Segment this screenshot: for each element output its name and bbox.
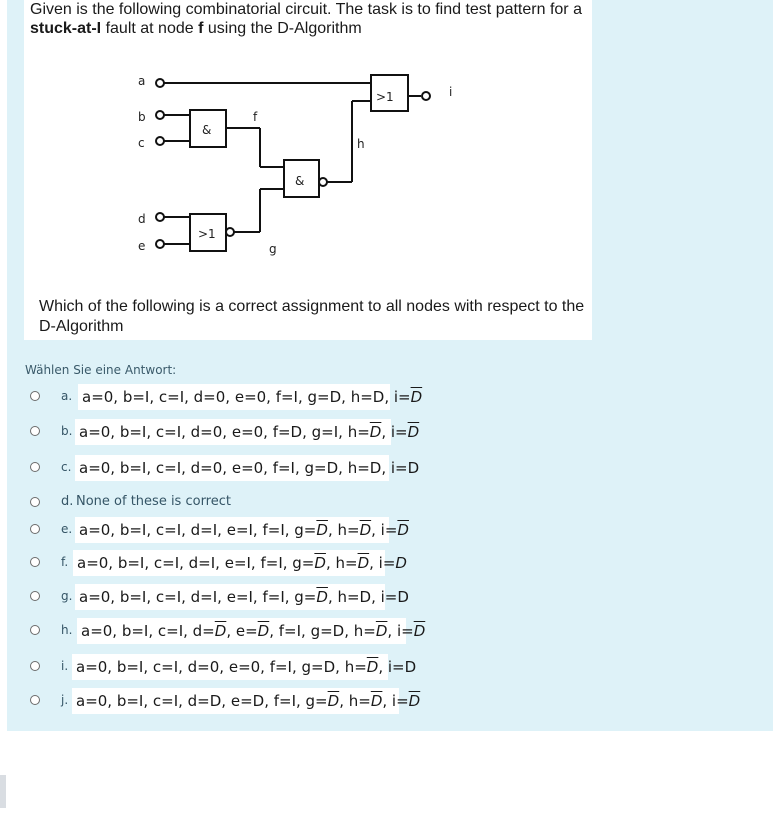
input-b-label: b bbox=[138, 110, 146, 124]
option-letter: h. bbox=[61, 623, 73, 637]
option-c[interactable] bbox=[0, 455, 773, 481]
option-g[interactable] bbox=[0, 584, 773, 610]
radio-j[interactable] bbox=[30, 695, 40, 705]
radio-a[interactable] bbox=[30, 391, 40, 401]
option-i[interactable] bbox=[0, 654, 773, 680]
option-text: a=0, b=I, c=I, d=0, e=0, f=I, g=D, $h=\overline{D}$, i=D bbox=[72, 654, 388, 680]
option-letter: g. bbox=[61, 589, 73, 603]
option-h[interactable] bbox=[0, 618, 773, 644]
input-e-label: e bbox=[138, 239, 146, 253]
option-j[interactable] bbox=[0, 688, 773, 714]
question-text: Which of the following is a correct assignment to all nodes with respect to the D-Algorithm bbox=[39, 298, 585, 335]
and-gate-f-symbol: & bbox=[202, 123, 212, 137]
answer-prompt: Wählen Sie eine Antwort: bbox=[25, 363, 177, 377]
input-c-label: c bbox=[138, 136, 145, 150]
left-edge-bar bbox=[0, 775, 6, 808]
radio-d[interactable] bbox=[30, 497, 40, 507]
intro-text-3: using the D-Algorithm bbox=[203, 20, 362, 37]
option-text: None of these is correct bbox=[76, 494, 231, 509]
option-letter: a. bbox=[61, 389, 73, 403]
radio-i[interactable] bbox=[30, 661, 40, 671]
node-g-label: g bbox=[269, 242, 277, 256]
radio-h[interactable] bbox=[30, 625, 40, 635]
option-letter: j. bbox=[61, 693, 69, 707]
fault-node: f bbox=[198, 20, 204, 37]
circuit-diagram bbox=[24, 0, 592, 290]
node-i-label: i bbox=[449, 85, 453, 99]
or-gate-g-symbol: >1 bbox=[198, 227, 216, 241]
radio-e[interactable] bbox=[30, 524, 40, 534]
option-text: a=0, b=I, c=I, d=I, e=I, f=I, $g=\overline{D}$, $h=\overline{D}$, i=D bbox=[73, 550, 385, 576]
option-f[interactable] bbox=[0, 550, 773, 576]
option-letter: i. bbox=[61, 659, 69, 673]
fault-type: stuck-at-I bbox=[30, 20, 102, 37]
intro-text-2: fault at node bbox=[101, 20, 199, 37]
option-letter: f. bbox=[61, 555, 69, 569]
radio-c[interactable] bbox=[30, 462, 40, 472]
input-d-label: d bbox=[138, 212, 146, 226]
option-text: a=0, b=I, c=I, d=I, e=I, f=I, $g=\overline{D}$, h=D, i=D bbox=[75, 584, 385, 610]
question-text-box bbox=[24, 0, 592, 340]
option-text: a=0, b=I, c=I, d=0, e=0, f=D, g=I, $h=\overline{D}$, $i=\overline{D}$ bbox=[75, 419, 391, 445]
option-letter: c. bbox=[61, 460, 72, 474]
and-gate-h-symbol: & bbox=[295, 174, 305, 188]
option-text: a=0, b=I, c=I, $d=\overline{D}$, $e=\overline{D}$, f=I, g=D, $h=\overline{D}$, $i=\overline{D}$ bbox=[77, 618, 406, 644]
option-text: a=0, b=I, c=I, d=I, e=I, f=I, $g=\overline{D}$, $h=\overline{D}$, $i=\overline{D}$ bbox=[75, 517, 389, 543]
option-letter: b. bbox=[61, 424, 73, 438]
node-h-label: h bbox=[357, 137, 365, 151]
option-b[interactable] bbox=[0, 419, 773, 445]
or-gate-i-symbol: >1 bbox=[376, 90, 394, 104]
option-d[interactable] bbox=[0, 490, 773, 516]
intro-text: Given is the following combinatorial circuit. The task is to find test pattern for a bbox=[30, 1, 582, 18]
option-text: a=0, b=I, c=I, d=0, e=0, f=I, g=D, h=D, i=D bbox=[75, 455, 389, 481]
option-letter: d. bbox=[61, 494, 74, 509]
option-letter: e. bbox=[61, 522, 73, 536]
radio-g[interactable] bbox=[30, 591, 40, 601]
option-text: a=0, b=I, c=I, d=0, e=0, f=I, g=D, h=D, $i=\overline{D}$ bbox=[78, 384, 390, 410]
radio-f[interactable] bbox=[30, 557, 40, 567]
option-e[interactable] bbox=[0, 517, 773, 543]
radio-b[interactable] bbox=[30, 426, 40, 436]
node-f-label: f bbox=[253, 110, 258, 124]
option-a[interactable] bbox=[0, 384, 773, 410]
option-text: a=0, b=I, c=I, d=D, e=D, f=I, $g=\overline{D}$, $h=\overline{D}$, $i=\overline{D}$ bbox=[72, 688, 399, 714]
input-a-label: a bbox=[138, 74, 146, 88]
